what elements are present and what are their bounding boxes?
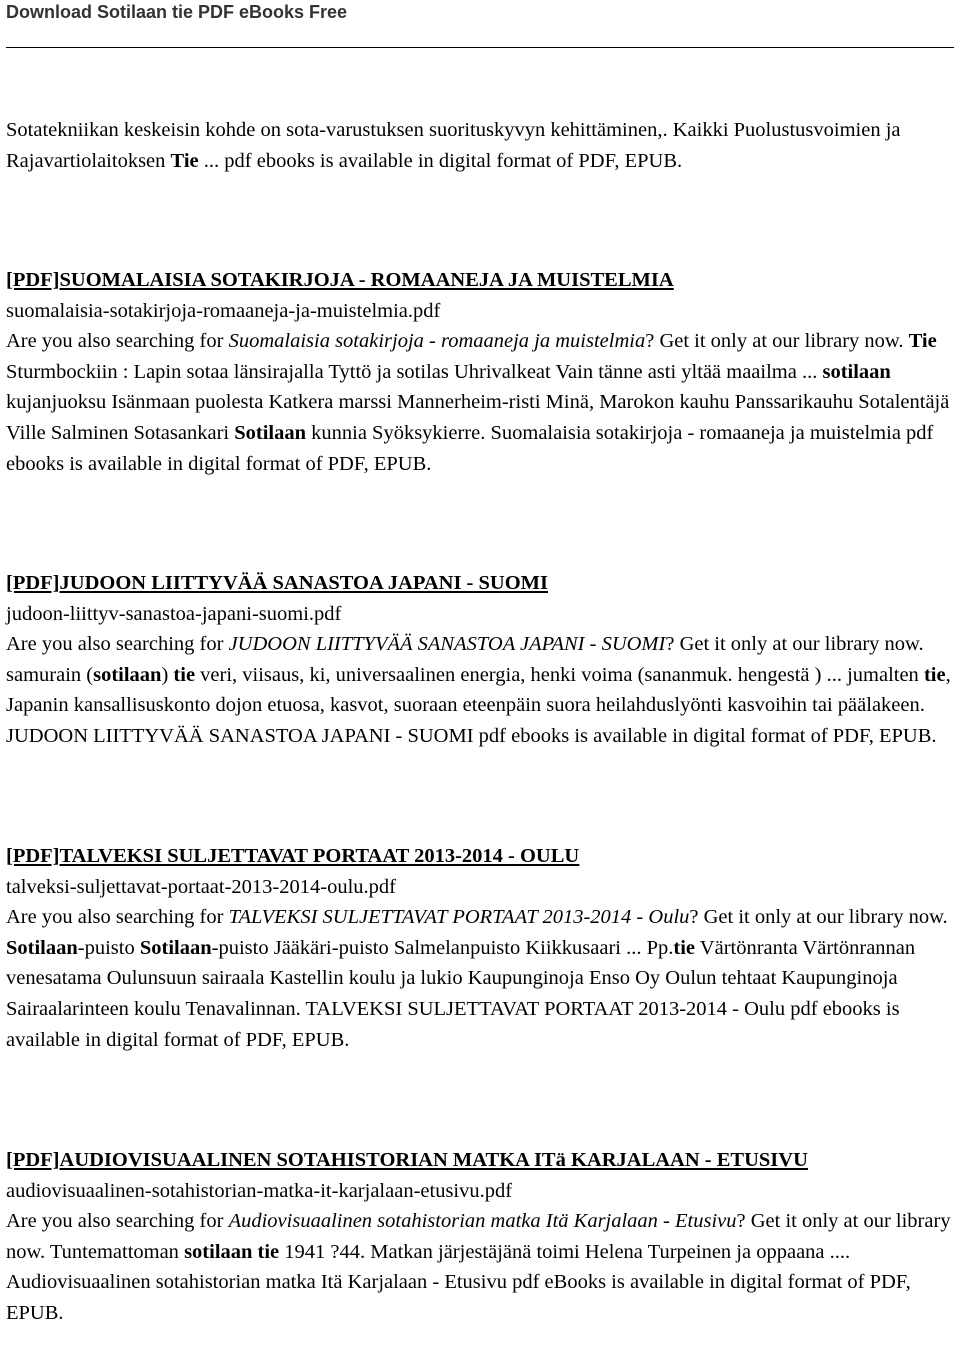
highlight-term: tie <box>173 663 196 686</box>
ask-suffix: ? Get it only at our library now. <box>689 906 948 929</box>
description-text: -puisto <box>77 936 140 959</box>
section-3 <box>6 1145 954 1329</box>
description-text: -puisto Jääkäri-puisto Salmelanpuisto Kiikkusaari ... Pp. <box>211 936 674 959</box>
pdf-prefix: [PDF] <box>6 572 60 594</box>
pdf-prefix: [PDF] <box>6 845 60 867</box>
section-title-link[interactable] <box>6 265 954 296</box>
ask-suffix: ? Get it only at our library now. <box>6 1210 951 1263</box>
highlight-term: Sotilaan <box>6 936 78 959</box>
section-2 <box>6 841 954 1055</box>
intro-highlight: Tie <box>170 149 199 172</box>
highlight-term: sotilaan <box>93 663 162 686</box>
description-text: 1941 ?44. Matkan järjestäjänä toimi Helena Turpeinen ja oppaana .... Audiovisuaalinen sotahistorian matka Itä Karjalaan - Etusivu pdf eBooks is available in digital format of PDF, EPUB. <box>6 1240 911 1324</box>
ask-name: TALVEKSI SULJETTAVAT PORTAAT 2013-2014 - Oulu <box>228 906 690 929</box>
section-description <box>6 937 915 1051</box>
section-description <box>6 664 951 747</box>
highlight-term: tie <box>923 663 946 686</box>
description-text: , Japanin kansallisuskonto dojon etuosa, kasvot, suoraan eteenpäin suora heilahduslyönti kasvoihin tai päälakeen. JUDOON LIITTYVÄÄ SANASTOA JAPANI - SUOMI pdf ebooks is available in digital format of PDF, EPUB. <box>6 663 951 747</box>
section-body <box>6 1206 954 1328</box>
description-text: samurain ( <box>6 663 94 686</box>
section-1 <box>6 568 954 752</box>
ask-name: Audiovisuaalinen sotahistorian matka Itä Karjalaan - Etusivu <box>228 1210 737 1233</box>
highlight-term: tie <box>673 936 696 959</box>
highlight-term: Tie <box>908 330 937 353</box>
ask-prefix: Are you also searching for <box>6 633 229 656</box>
pdf-prefix: [PDF] <box>6 1149 60 1171</box>
highlight-term: Sotilaan <box>139 936 212 959</box>
section-title-text: JUDOON LIITTYVÄÄ SANASTOA JAPANI - SUOMI <box>59 572 548 594</box>
pdf-prefix: [PDF] <box>6 269 60 291</box>
section-description <box>6 1241 911 1324</box>
highlight-term: Sotilaan <box>234 421 306 444</box>
section-filename: audiovisuaalinen-sotahistorian-matka-it-karjalaan-etusivu.pdf <box>6 1179 513 1202</box>
description-text: Sturmbockiin : Lapin sotaa länsirajalla Tyttö ja sotilas Uhrivalkeat Vain tänne asti yltää maailma ... <box>6 360 823 383</box>
description-text: Värtönranta Värtönrannan venesatama Oulunsuun sairaala Kastellin koulu ja lukio Kaupunginoja Enso Oy Oulun tehtaat Kaupunginoja Sairaalarinteen koulu Tenavalinnan. TALVEKSI SULJETTAVAT PORTAAT 2013-2014 - Oulu pdf ebooks is available in digital format of PDF, EPUB. <box>6 936 916 1051</box>
section-title-link[interactable] <box>6 568 954 599</box>
intro-paragraph <box>6 115 954 176</box>
section-filename: suomalaisia-sotakirjoja-romaaneja-ja-muistelmia.pdf <box>6 299 441 322</box>
ask-name: Suomalaisia sotakirjoja - romaaneja ja muistelmia <box>228 330 646 353</box>
section-body <box>6 326 954 479</box>
section-title-text: SUOMALAISIA SOTAKIRJOJA - ROMAANEJA JA MUISTELMIA <box>59 269 674 291</box>
section-title-link[interactable] <box>6 1145 954 1176</box>
ask-suffix: ? Get it only at our library now. <box>645 330 909 353</box>
header-divider <box>6 47 954 48</box>
section-title-text: AUDIOVISUAALINEN SOTAHISTORIAN MATKA ITä KARJALAAN - ETUSIVU <box>59 1149 808 1171</box>
section-filename: talveksi-suljettavat-portaat-2013-2014-oulu.pdf <box>6 875 396 898</box>
section-0 <box>6 265 954 479</box>
ask-prefix: Are you also searching for <box>6 330 229 353</box>
description-text: veri, viisaus, ki, universaalinen energia, henki voima (sananmuk. hengestä ) ... jumalten <box>195 663 924 686</box>
section-body <box>6 629 954 751</box>
intro-text: Sotatekniikan keskeisin kohde on sota-varustuksen suorituskyvyn kehittäminen,. Kaikki Puolustusvoimien ja Rajavartiolaitoksen <box>6 119 901 172</box>
description-text: kunnia Syöksykierre. Suomalaisia sotakirjoja - romaaneja ja muistelmia pdf ebooks is available in digital format of PDF, EPUB. <box>6 421 934 475</box>
ask-name: JUDOON LIITTYVÄÄ SANASTOA JAPANI - SUOMI <box>228 633 666 656</box>
description-text: kujanjuoksu Isänmaan puolesta Katkera marssi Mannerheim-risti Minä, Marokon kauhu Panssarikauhu Sotalentäjä Ville Salminen Sotasankari <box>6 391 950 444</box>
section-filename: judoon-liittyv-sanastoa-japani-suomi.pdf <box>6 602 342 625</box>
ask-prefix: Are you also searching for <box>6 906 229 929</box>
section-title-link[interactable] <box>6 841 954 872</box>
section-title-text: TALVEKSI SULJETTAVAT PORTAAT 2013-2014 - OULU <box>59 845 580 867</box>
highlight-term: sotilaan <box>822 360 891 383</box>
intro-tail: ... pdf ebooks is available in digital format of PDF, EPUB. <box>198 149 683 172</box>
section-body <box>6 902 954 1055</box>
highlight-term: sotilaan tie <box>184 1240 280 1263</box>
description-text: ) <box>161 663 174 686</box>
page-header-title: Download Sotilaan tie PDF eBooks Free <box>6 2 348 22</box>
ask-prefix: Are you also searching for <box>6 1210 229 1233</box>
ask-suffix: ? Get it only at our library now. <box>665 633 924 656</box>
description-text: Tuntemattoman <box>49 1240 185 1263</box>
